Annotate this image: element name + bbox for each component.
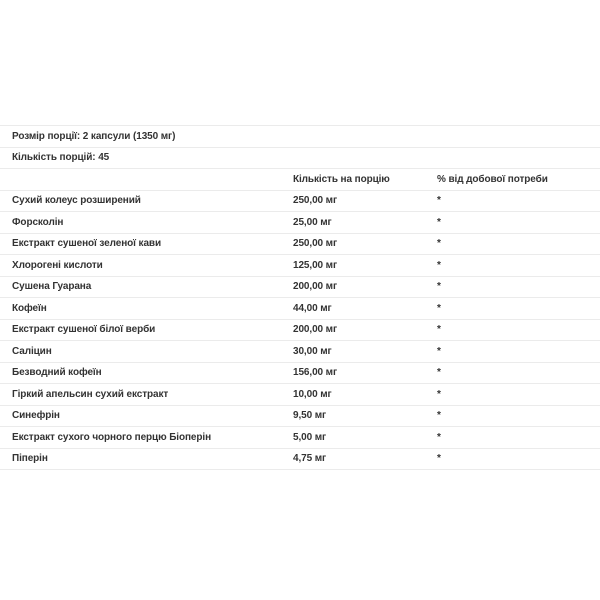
- ingredient-name: Піперін: [12, 453, 48, 465]
- table-row: [0, 319, 600, 341]
- ingredient-name: Безводний кофеїн: [12, 367, 102, 379]
- ingredient-amount: 200,00 мг: [293, 324, 338, 336]
- ingredient-name: Саліцин: [12, 345, 52, 357]
- ingredient-amount: 4,75 мг: [293, 453, 327, 465]
- table-row: [0, 426, 600, 448]
- ingredient-daily-value: *: [437, 324, 441, 336]
- ingredient-daily-value: *: [437, 302, 441, 314]
- table-row: [0, 405, 600, 427]
- ingredient-amount: 156,00 мг: [293, 367, 338, 379]
- column-header-amount: Кількість на порцію: [293, 173, 390, 185]
- ingredient-amount: 250,00 мг: [293, 238, 338, 250]
- ingredient-name: Гіркий апельсин сухий екстракт: [12, 388, 169, 400]
- table-row: [0, 297, 600, 319]
- ingredient-amount: 125,00 мг: [293, 259, 338, 271]
- ingredient-amount: 44,00 мг: [293, 302, 332, 314]
- ingredient-name: Екстракт сухого чорного перцю Біоперін: [12, 431, 212, 443]
- ingredient-daily-value: *: [437, 195, 441, 207]
- ingredient-amount: 5,00 мг: [293, 431, 327, 443]
- ingredient-daily-value: *: [437, 388, 441, 400]
- table-row: [0, 362, 600, 384]
- ingredient-name: Сухий колеус розширений: [12, 195, 141, 207]
- ingredient-amount: 250,00 мг: [293, 195, 338, 207]
- ingredient-amount: 200,00 мг: [293, 281, 338, 293]
- ingredient-daily-value: *: [437, 453, 441, 465]
- ingredient-amount: 10,00 мг: [293, 388, 332, 400]
- table-row: [0, 340, 600, 362]
- ingredient-name: Екстракт сушеної білої верби: [12, 324, 156, 336]
- table-row: [0, 276, 600, 298]
- serving-size-row: [0, 125, 600, 147]
- table-row: [0, 190, 600, 212]
- column-header-daily-value: % від добової потреби: [437, 173, 548, 185]
- table-row: [0, 211, 600, 233]
- servings-count-row: [0, 147, 600, 169]
- serving-size-text: Розмір порції: 2 капсули (1350 мг): [12, 130, 176, 142]
- supplement-facts-table: [0, 125, 600, 470]
- ingredient-name: Форсколін: [12, 216, 64, 228]
- table-row: [0, 233, 600, 255]
- ingredient-name: Кофеїн: [12, 302, 47, 314]
- ingredient-name: Сушена Гуарана: [12, 281, 92, 293]
- ingredient-amount: 25,00 мг: [293, 216, 332, 228]
- table-row: [0, 254, 600, 276]
- table-header-row: [0, 168, 600, 190]
- ingredient-name: Синефрін: [12, 410, 60, 422]
- ingredient-daily-value: *: [437, 281, 441, 293]
- table-row: [0, 383, 600, 405]
- ingredient-amount: 30,00 мг: [293, 345, 332, 357]
- servings-count-text: Кількість порцій: 45: [12, 152, 110, 164]
- ingredient-daily-value: *: [437, 410, 441, 422]
- ingredient-daily-value: *: [437, 259, 441, 271]
- table-bottom-divider: [0, 469, 600, 470]
- ingredient-daily-value: *: [437, 367, 441, 379]
- ingredient-amount: 9,50 мг: [293, 410, 327, 422]
- ingredient-daily-value: *: [437, 216, 441, 228]
- ingredient-daily-value: *: [437, 238, 441, 250]
- ingredient-daily-value: *: [437, 345, 441, 357]
- ingredient-name: Хлорогені кислоти: [12, 259, 103, 271]
- table-row: [0, 448, 600, 470]
- ingredient-daily-value: *: [437, 431, 441, 443]
- ingredient-name: Екстракт сушеної зеленої кави: [12, 238, 161, 250]
